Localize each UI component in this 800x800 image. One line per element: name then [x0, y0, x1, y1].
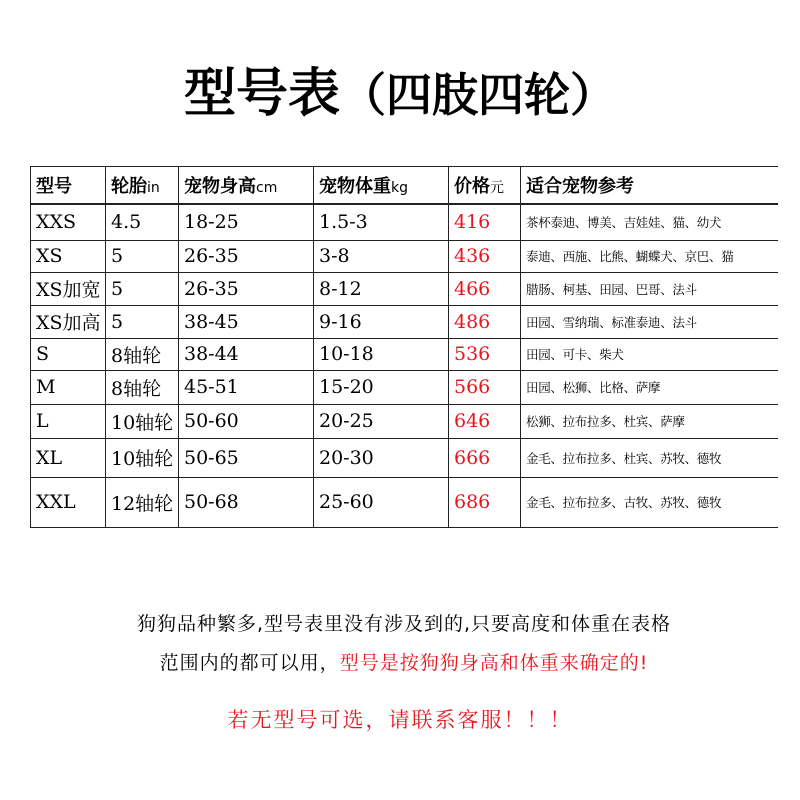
cell-model: S [31, 338, 106, 370]
cell-suitable-pets: 腊肠、柯基、田园、巴哥、法斗 [521, 272, 778, 305]
cell-pet-height: 26-35 [179, 272, 314, 305]
size-table [30, 166, 778, 528]
cell-tire: 5 [106, 272, 179, 305]
cell-suitable-pets: 田园、雪纳瑞、标准泰迪、法斗 [521, 305, 778, 338]
table-row [31, 272, 778, 305]
table-row [31, 404, 778, 438]
cell-model: XS [31, 240, 106, 272]
cell-tire: 12轴轮 [106, 477, 179, 527]
cell-price: 686 [449, 477, 521, 527]
page-title [0, 58, 800, 131]
cell-price: 466 [449, 272, 521, 305]
contact-note: 若无型号可选，请联系客服！！！ [227, 708, 573, 732]
cell-pet-weight: 20-25 [314, 404, 449, 438]
cell-pet-weight: 10-18 [314, 338, 449, 370]
table-row [31, 438, 778, 477]
note-line-2-text: 范围内的都可以用， [159, 652, 340, 674]
cell-suitable-pets: 松狮、拉布拉多、杜宾、萨摩 [521, 404, 778, 438]
cell-model: XS加宽 [31, 272, 106, 305]
cell-suitable-pets: 田园、可卡、柴犬 [521, 338, 778, 370]
header-price: 价格元 [449, 167, 521, 205]
cell-model: L [31, 404, 106, 438]
cell-pet-height: 38-44 [179, 338, 314, 370]
header-pet-height: 宠物身高cm [179, 167, 314, 205]
table-row [31, 204, 778, 240]
size-table-body [31, 204, 778, 527]
cell-model: XL [31, 438, 106, 477]
cell-pet-weight: 9-16 [314, 305, 449, 338]
page-title-sub: （四肢四轮） [340, 68, 616, 122]
cell-pet-weight: 3-8 [314, 240, 449, 272]
cell-pet-height: 45-51 [179, 370, 314, 404]
cell-model: XS加高 [31, 305, 106, 338]
cell-pet-weight: 8-12 [314, 272, 449, 305]
table-row [31, 305, 778, 338]
cell-suitable-pets: 金毛、拉布拉多、杜宾、苏牧、德牧 [521, 438, 778, 477]
cell-tire: 10轴轮 [106, 404, 179, 438]
cell-suitable-pets: 金毛、拉布拉多、古牧、苏牧、德牧 [521, 477, 778, 527]
cell-tire: 8轴轮 [106, 338, 179, 370]
cell-tire: 8轴轮 [106, 370, 179, 404]
cell-pet-weight: 1.5-3 [314, 204, 449, 240]
cell-model: XXS [31, 204, 106, 240]
cell-pet-height: 38-45 [179, 305, 314, 338]
cell-pet-height: 26-35 [179, 240, 314, 272]
cell-price: 666 [449, 438, 521, 477]
cell-model: XXL [31, 477, 106, 527]
header-tire: 轮胎in [106, 167, 179, 205]
cell-price: 566 [449, 370, 521, 404]
header-model: 型号 [31, 167, 106, 205]
cell-suitable-pets: 田园、松狮、比格、萨摩 [521, 370, 778, 404]
cell-suitable-pets: 泰迪、西施、比熊、蝴蝶犬、京巴、猫 [521, 240, 778, 272]
cell-price: 416 [449, 204, 521, 240]
cell-tire: 4.5 [106, 204, 179, 240]
cell-tire: 10轴轮 [106, 438, 179, 477]
cell-pet-height: 50-60 [179, 404, 314, 438]
cell-tire: 5 [106, 305, 179, 338]
cell-model: M [31, 370, 106, 404]
cell-pet-height: 50-68 [179, 477, 314, 527]
table-row [31, 240, 778, 272]
cell-pet-height: 50-65 [179, 438, 314, 477]
cell-pet-weight: 25-60 [314, 477, 449, 527]
cell-price: 646 [449, 404, 521, 438]
note-line-2 [4, 648, 800, 675]
header-suitable-pets: 适合宠物参考 [521, 167, 778, 205]
size-table-header-row [31, 167, 778, 205]
note-line-2-emphasis: 型号是按狗狗身高和体重来确定的! [339, 652, 649, 674]
table-row [31, 338, 778, 370]
table-row [31, 477, 778, 527]
cell-tire: 5 [106, 240, 179, 272]
cell-price: 486 [449, 305, 521, 338]
page-title-main: 型号表 [183, 64, 340, 124]
note-line-1: 狗狗品种繁多,型号表里没有涉及到的,只要高度和体重在表格 [136, 613, 672, 635]
cell-pet-weight: 20-30 [314, 438, 449, 477]
cell-pet-height: 18-25 [179, 204, 314, 240]
cell-pet-weight: 15-20 [314, 370, 449, 404]
cell-price: 436 [449, 240, 521, 272]
cell-price: 536 [449, 338, 521, 370]
table-row [31, 370, 778, 404]
cell-suitable-pets: 茶杯泰迪、博美、吉娃娃、猫、幼犬 [521, 204, 778, 240]
header-pet-weight: 宠物体重kg [314, 167, 449, 205]
